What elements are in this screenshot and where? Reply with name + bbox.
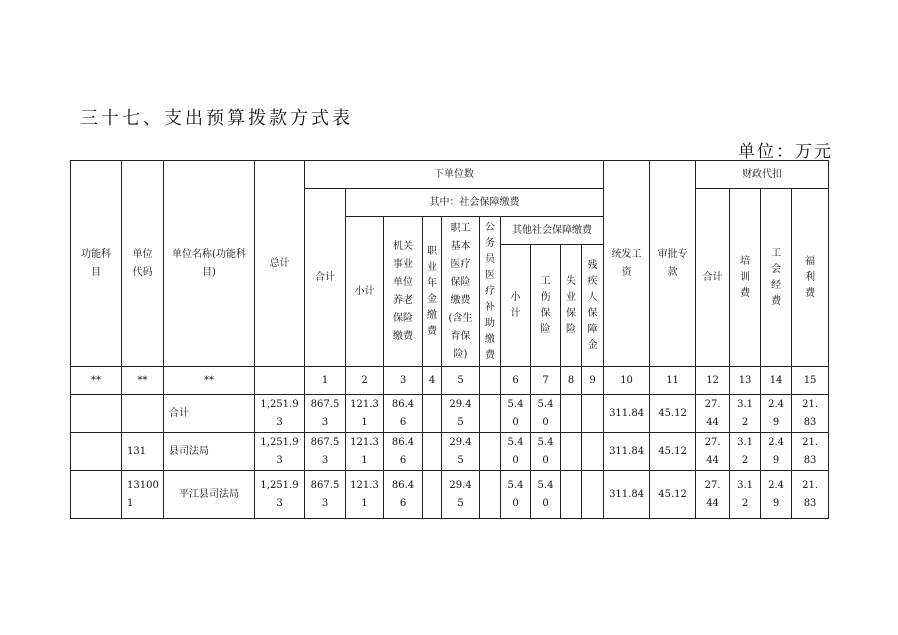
header-other-social: 其他社会保障缴费: [501, 217, 604, 245]
cell-c13: 3.12: [730, 395, 761, 433]
index-cell: 13: [730, 367, 761, 395]
index-cell: **: [122, 367, 164, 395]
cell-c13: 3.12: [730, 471, 761, 519]
cell-c1: 867.53: [305, 471, 346, 519]
header-injury: 工伤保险: [531, 245, 561, 367]
index-cell: 9: [582, 367, 604, 395]
index-cell: 11: [650, 367, 696, 395]
cell-c9: [582, 433, 604, 471]
index-cell: 10: [604, 367, 650, 395]
table-row: [71, 471, 829, 519]
cell-c10: 311.84: [604, 471, 650, 519]
cell-c5: 29.45: [442, 433, 480, 471]
cell-c12: 27.44: [696, 471, 730, 519]
cell-c10: 311.84: [604, 395, 650, 433]
cell-code: [122, 395, 164, 433]
cell-c11: 45.12: [650, 471, 696, 519]
header-welfare: 福利费: [792, 189, 829, 367]
cell-c3: 86.46: [384, 471, 423, 519]
header-medical: 职工基本医疗保险缴费(含生育保险): [442, 217, 480, 367]
header-finance-withhold: 财政代扣: [696, 161, 829, 189]
cell-c5: 29.45: [442, 471, 480, 519]
header-union: 工会经费: [761, 189, 792, 367]
cell-c5b: [480, 471, 501, 519]
cell-c4: [423, 433, 442, 471]
page-title: 三十七、支出预算拨款方式表: [80, 108, 353, 129]
cell-c12: 27.44: [696, 433, 730, 471]
cell-c15: 21.83: [792, 395, 829, 433]
cell-code: 131: [122, 433, 164, 471]
header-other-small: 小计: [501, 245, 531, 367]
cell-c14: 2.49: [761, 395, 792, 433]
cell-c6: 5.40: [501, 471, 531, 519]
header-social-security: 其中：社会保障缴费: [346, 189, 604, 217]
index-cell: 2: [346, 367, 384, 395]
index-cell: 5: [442, 367, 480, 395]
cell-c4: [423, 471, 442, 519]
header-small-total: 小计: [346, 217, 384, 367]
cell-c2: 121.31: [346, 395, 384, 433]
cell-c10: 311.84: [604, 433, 650, 471]
header-name: 单位名称(功能科目): [164, 161, 255, 367]
cell-c4: [423, 395, 442, 433]
cell-c6: 5.40: [501, 433, 531, 471]
index-cell: [480, 367, 501, 395]
index-cell: 12: [696, 367, 730, 395]
cell-func: [71, 433, 122, 471]
cell-c15: 21.83: [792, 433, 829, 471]
index-cell: 1: [305, 367, 346, 395]
cell-name: 县司法局: [164, 433, 255, 471]
cell-c11: 45.12: [650, 395, 696, 433]
cell-c13: 3.12: [730, 433, 761, 471]
header-approved-funds: 审批专款: [650, 161, 696, 367]
cell-c5b: [480, 433, 501, 471]
cell-c14: 2.49: [761, 433, 792, 471]
header-unemployment: 失业保险: [561, 245, 582, 367]
index-cell: 4: [423, 367, 442, 395]
cell-code: 131001: [122, 471, 164, 519]
cell-c6: 5.40: [501, 395, 531, 433]
table-row: [71, 433, 829, 471]
index-cell: 14: [761, 367, 792, 395]
table-row: [71, 395, 829, 433]
cell-c7: 5.40: [531, 395, 561, 433]
cell-name: 平江县司法局: [164, 471, 255, 519]
cell-c2: 121.31: [346, 433, 384, 471]
cell-name: 合计: [164, 395, 255, 433]
header-func: 功能科目: [71, 161, 122, 367]
cell-c15: 21.83: [792, 471, 829, 519]
cell-c8: [561, 471, 582, 519]
cell-c8: [561, 433, 582, 471]
cell-func: [71, 395, 122, 433]
cell-c14: 2.49: [761, 471, 792, 519]
budget-table: [70, 160, 829, 519]
cell-total: 1,251.93: [255, 395, 305, 433]
cell-c7: 5.40: [531, 433, 561, 471]
index-cell: 7: [531, 367, 561, 395]
header-code: 单位代码: [122, 161, 164, 367]
cell-c3: 86.46: [384, 395, 423, 433]
cell-c8: [561, 395, 582, 433]
index-cell: 15: [792, 367, 829, 395]
cell-c1: 867.53: [305, 433, 346, 471]
cell-c9: [582, 471, 604, 519]
cell-c9: [582, 395, 604, 433]
cell-c12: 27.44: [696, 395, 730, 433]
index-cell: 8: [561, 367, 582, 395]
cell-func: [71, 471, 122, 519]
header-civil-medical: 公务员医疗补助缴费: [480, 217, 501, 367]
header-total: 总计: [255, 161, 305, 367]
header-fin-total: 合计: [696, 189, 730, 367]
index-cell: **: [71, 367, 122, 395]
cell-c1: 867.53: [305, 395, 346, 433]
cell-c7: 5.40: [531, 471, 561, 519]
index-cell: **: [164, 367, 255, 395]
index-row: [71, 367, 829, 395]
header-disabled: 残疾人保障金: [582, 245, 604, 367]
index-cell: 3: [384, 367, 423, 395]
unit-label: 单位：万元: [738, 142, 833, 162]
header-annuity: 职业年金缴费: [423, 217, 442, 367]
cell-c5: 29.45: [442, 395, 480, 433]
cell-total: 1,251.93: [255, 471, 305, 519]
header-unified-wage: 统发工资: [604, 161, 650, 367]
header-org-pension: 机关事业单位养老保险缴费: [384, 217, 423, 367]
cell-c5b: [480, 395, 501, 433]
index-cell: [255, 367, 305, 395]
header-training: 培训费: [730, 189, 761, 367]
cell-c2: 121.31: [346, 471, 384, 519]
index-cell: 6: [501, 367, 531, 395]
cell-c11: 45.12: [650, 433, 696, 471]
cell-c3: 86.46: [384, 433, 423, 471]
header-lower-units: 下单位数: [305, 161, 604, 189]
header-sub-total: 合计: [305, 189, 346, 367]
cell-total: 1,251.93: [255, 433, 305, 471]
